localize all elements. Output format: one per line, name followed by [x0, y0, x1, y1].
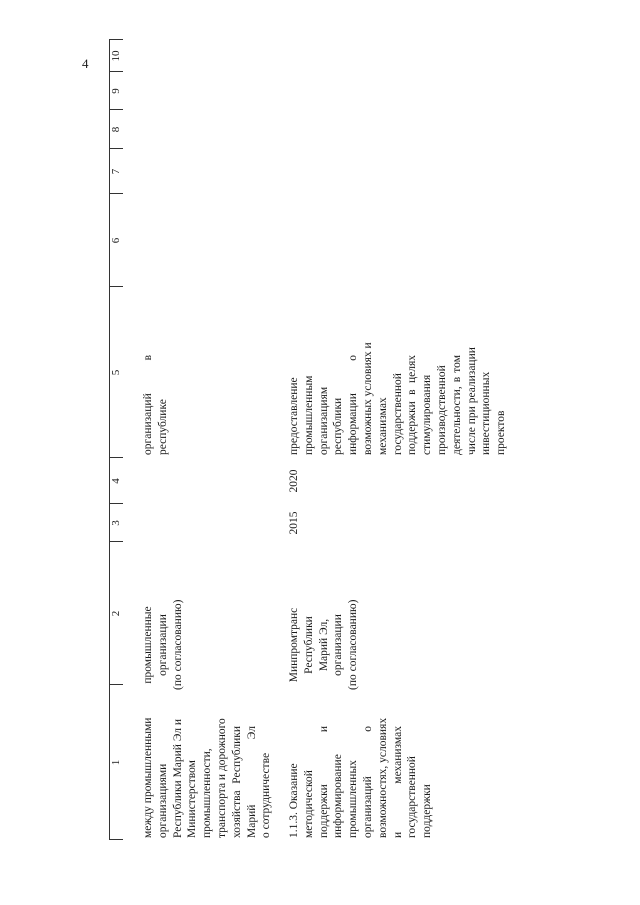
- cell-line: производственной: [435, 365, 448, 455]
- row-2-col-1: [287, 717, 435, 838]
- cell-line: государственной: [406, 756, 419, 838]
- row-2-col-3: [287, 504, 302, 542]
- cell-line: республике: [156, 399, 169, 455]
- cell-line: организациям: [317, 386, 330, 455]
- cell-line: проектов: [495, 410, 508, 455]
- cell-line: предоставление: [288, 377, 300, 455]
- row-1-col-5: [141, 355, 171, 455]
- header-col-4: 4: [110, 478, 122, 484]
- cell-line: 1.1.3. Оказание: [288, 763, 300, 838]
- header-col-8: 8: [110, 126, 122, 133]
- cell-line: возможностях, условиях: [376, 717, 389, 838]
- header-col-2: 2: [110, 610, 122, 617]
- cell-line: республики: [332, 397, 345, 455]
- cell-line: деятельности, в том: [450, 355, 463, 455]
- cell-line: механизмах: [376, 397, 389, 455]
- row-1-col-2: [141, 600, 185, 690]
- row-2-col-5: [287, 342, 509, 455]
- row-1-col-1: [141, 717, 274, 838]
- cell-line: Министерством: [186, 760, 199, 838]
- cell-line: поддержки и: [317, 726, 330, 838]
- cell-line: государственной: [391, 373, 404, 455]
- cell-line: организации: [332, 614, 345, 676]
- header-col-1: 1: [110, 759, 122, 766]
- cell-line: Марий Эл,: [317, 618, 330, 672]
- cell-line: между промышленными: [142, 717, 154, 838]
- page-number: 4: [82, 56, 89, 71]
- header-col-5: 5: [110, 369, 122, 376]
- header-col-7: 7: [110, 168, 122, 175]
- end-year: 2020: [288, 469, 300, 493]
- cell-line: числе при реализации: [465, 347, 478, 455]
- start-year: 2015: [288, 511, 300, 535]
- cell-line: (по согласованию): [347, 599, 360, 690]
- header-col-9: 9: [110, 88, 122, 94]
- cell-line: поддержки в целях: [406, 355, 419, 455]
- cell-line: стимулирования: [421, 374, 434, 455]
- cell-line: организаций о: [361, 726, 374, 838]
- cell-line: возможных условиях и: [361, 342, 374, 455]
- header-col-6: 6: [110, 237, 122, 244]
- row-2-col-2: [287, 600, 361, 690]
- cell-line: промышленности,: [201, 748, 214, 838]
- cell-line: инвестиционных: [480, 371, 493, 455]
- cell-line: методической: [302, 770, 315, 838]
- cell-line: Республики: [302, 616, 315, 674]
- cell-line: промышленных: [347, 760, 360, 838]
- cell-line: информирование: [332, 754, 345, 838]
- cell-line: Марий Эл: [245, 726, 258, 838]
- header-col-3: 3: [110, 520, 122, 526]
- header-col-10: 10: [110, 50, 122, 62]
- cell-line: хозяйства Республики: [230, 726, 243, 838]
- cell-line: информации о: [347, 355, 360, 455]
- cell-line: поддержки: [421, 784, 434, 838]
- cell-line: Минпромтранс: [288, 607, 300, 683]
- cell-line: промышленным: [302, 375, 315, 455]
- cell-line: транспорта и дорожного: [215, 718, 228, 838]
- cell-line: промышленные: [142, 606, 154, 684]
- row-2-col-4: [287, 458, 302, 504]
- cell-line: Республики Марий Эл и: [171, 718, 184, 838]
- cell-line: о сотрудничестве: [260, 752, 273, 838]
- rotated-table: [109, 40, 579, 840]
- cell-line: организации: [156, 614, 169, 676]
- cell-line: организациями: [156, 763, 169, 838]
- cell-line: (по согласованию): [171, 599, 184, 690]
- cell-line: организаций в: [142, 355, 154, 455]
- cell-line: и механизмах: [391, 726, 404, 838]
